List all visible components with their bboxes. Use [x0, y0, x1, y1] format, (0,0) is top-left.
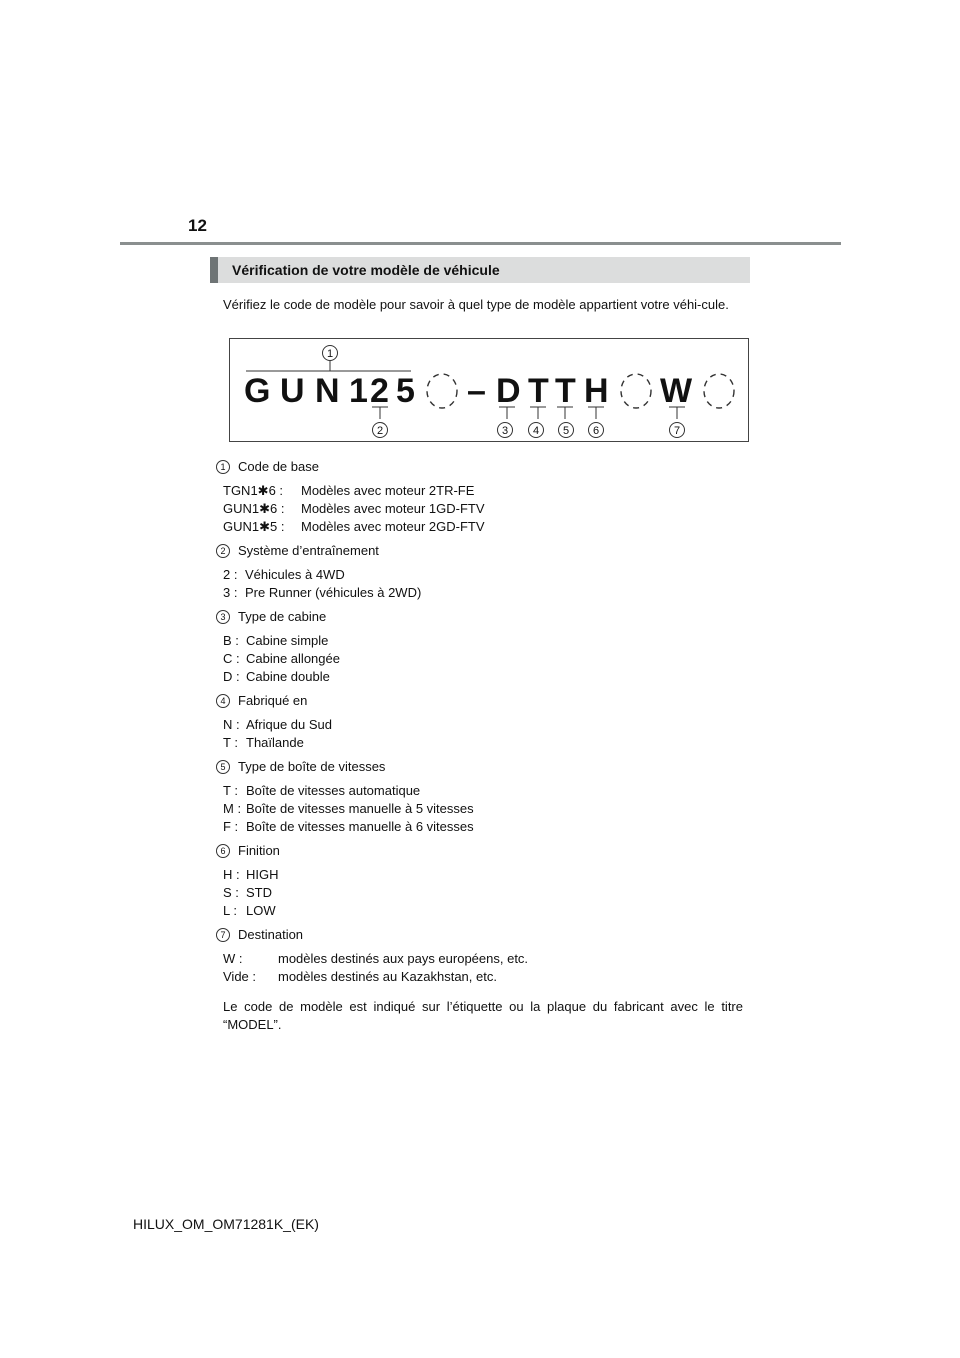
marker-4 [529, 407, 547, 438]
section-header [210, 257, 750, 283]
list-item [223, 668, 340, 686]
item-4-badge: 4 [216, 694, 230, 708]
row-value: Modèles avec moteur 1GD-FTV [301, 501, 485, 516]
row-value: Cabine simple [246, 633, 329, 648]
code-char-n: N [315, 372, 340, 410]
marker-6 [588, 407, 604, 438]
marker-3 [498, 407, 516, 438]
item-5-rows [223, 782, 474, 836]
list-item [223, 884, 279, 902]
code-char-2: 2 [370, 372, 389, 410]
intro-text: Vérifiez le code de modèle pour savoir à quel type de modèle appartient votre véhi-cule. [223, 297, 729, 312]
row-key: T : [223, 783, 238, 798]
item-5-heading [216, 758, 385, 776]
marker-2 [372, 407, 388, 438]
marker-1 [246, 346, 411, 372]
section-title: Vérification de votre modèle de véhicule [232, 262, 500, 278]
item-2-rows [223, 566, 421, 602]
list-item [223, 818, 474, 836]
item-7-title: Destination [238, 927, 304, 942]
row-value: Thaïlande [246, 735, 304, 750]
code-char-t2: T [555, 372, 576, 410]
row-key: L : [223, 903, 237, 918]
row-value: Boîte de vitesses automatique [246, 783, 421, 798]
marker-5 [557, 407, 574, 438]
document-id: HILUX_OM_OM71281K_(EK) [133, 1216, 319, 1232]
row-value: modèles destinés aux pays européens, etc. [278, 951, 529, 966]
item-6-rows [223, 866, 279, 920]
row-key: S : [223, 885, 239, 900]
list-item [223, 482, 485, 500]
item-3-badge: 3 [216, 610, 230, 624]
marker-1-number: 1 [326, 348, 334, 360]
row-value: Afrique du Sud [246, 717, 333, 732]
row-value: Boîte de vitesses manuelle à 5 vitesses [246, 801, 474, 816]
row-key: GUN1✱5 : [223, 519, 285, 534]
marker-7-number: 7 [673, 425, 681, 437]
code-char-5: 5 [396, 372, 415, 410]
row-value: HIGH [246, 867, 279, 882]
item-2-heading [216, 542, 379, 560]
list-item [223, 950, 528, 968]
code-char-u: U [280, 372, 305, 410]
placeholder-slot [704, 374, 734, 408]
top-rule [120, 242, 841, 245]
item-5-title: Type de boîte de vitesses [238, 759, 386, 774]
item-7-badge: 7 [216, 928, 230, 942]
row-value: modèles destinés au Kazakhstan, etc. [278, 969, 497, 984]
item-5-badge: 5 [216, 760, 230, 774]
marker-6-number: 6 [592, 425, 600, 437]
row-key: W : [223, 951, 243, 966]
list-item [223, 500, 485, 518]
item-2-badge: 2 [216, 544, 230, 558]
item-6-badge: 6 [216, 844, 230, 858]
code-char-h: H [584, 372, 609, 410]
marker-7 [669, 407, 685, 438]
footer-text: Le code de modèle est indiqué sur l’étiquette ou la plaque du fabricant avec le titre “MODEL”. [223, 999, 743, 1032]
list-item [223, 968, 528, 986]
item-7-heading [216, 926, 303, 944]
row-value: LOW [246, 903, 276, 918]
code-char-1: 1 [349, 372, 368, 410]
model-code-diagram [229, 338, 749, 442]
row-key: GUN1✱6 : [223, 501, 285, 516]
list-item [223, 800, 474, 818]
item-3-title: Type de cabine [238, 609, 327, 624]
code-char-w: W [660, 372, 693, 410]
row-key: B : [223, 633, 239, 648]
marker-3-number: 3 [501, 425, 509, 437]
item-6-title: Finition [238, 843, 280, 858]
row-key: D : [223, 669, 240, 684]
item-4-rows [223, 716, 332, 752]
list-item [223, 632, 340, 650]
row-key: F : [223, 819, 239, 834]
list-item [223, 866, 279, 884]
item-3-rows [223, 632, 340, 686]
code-char-d: D [496, 372, 521, 410]
item-1-badge: 1 [216, 460, 230, 474]
row-key: 2 : [223, 567, 238, 582]
item-4-heading [216, 692, 307, 710]
row-value: Cabine double [246, 669, 330, 684]
list-item [223, 518, 485, 536]
row-value: Modèles avec moteur 2GD-FTV [301, 519, 485, 534]
row-key: T : [223, 735, 238, 750]
page-number: 12 [188, 216, 207, 235]
item-2-title: Système d’entraînement [238, 543, 379, 558]
row-key: M : [223, 801, 242, 816]
row-value: STD [246, 885, 272, 900]
item-1-rows [223, 482, 485, 536]
row-value: Véhicules à 4WD [245, 567, 345, 582]
row-value: Cabine allongée [246, 651, 340, 666]
marker-4-number: 4 [532, 425, 540, 437]
list-item [223, 902, 279, 920]
code-char-t1: T [528, 372, 549, 410]
item-1-heading [216, 458, 319, 476]
item-1-title: Code de base [238, 459, 319, 474]
row-key: N : [223, 717, 240, 732]
row-value: Boîte de vitesses manuelle à 6 vitesses [246, 819, 474, 834]
item-7-rows [223, 950, 528, 986]
row-key: C : [223, 651, 240, 666]
list-item [223, 584, 421, 602]
list-item [223, 716, 332, 734]
list-item [223, 566, 421, 584]
code-char-dash: – [467, 372, 486, 410]
placeholder-slot [427, 374, 457, 408]
item-3-heading [216, 608, 326, 626]
item-6-heading [216, 842, 280, 860]
list-item [223, 782, 474, 800]
row-value: Pre Runner (véhicules à 2WD) [245, 585, 422, 600]
marker-2-number: 2 [376, 425, 384, 437]
row-key: 3 : [223, 585, 238, 600]
code-char-g: G [244, 372, 271, 410]
list-item [223, 734, 332, 752]
row-key: TGN1✱6 : [223, 483, 284, 498]
row-key: Vide : [223, 969, 257, 984]
marker-5-number: 5 [562, 425, 570, 437]
item-4-title: Fabriqué en [238, 693, 308, 708]
list-item [223, 650, 340, 668]
row-key: H : [223, 867, 240, 882]
row-value: Modèles avec moteur 2TR-FE [301, 483, 475, 498]
placeholder-slot [621, 374, 651, 408]
